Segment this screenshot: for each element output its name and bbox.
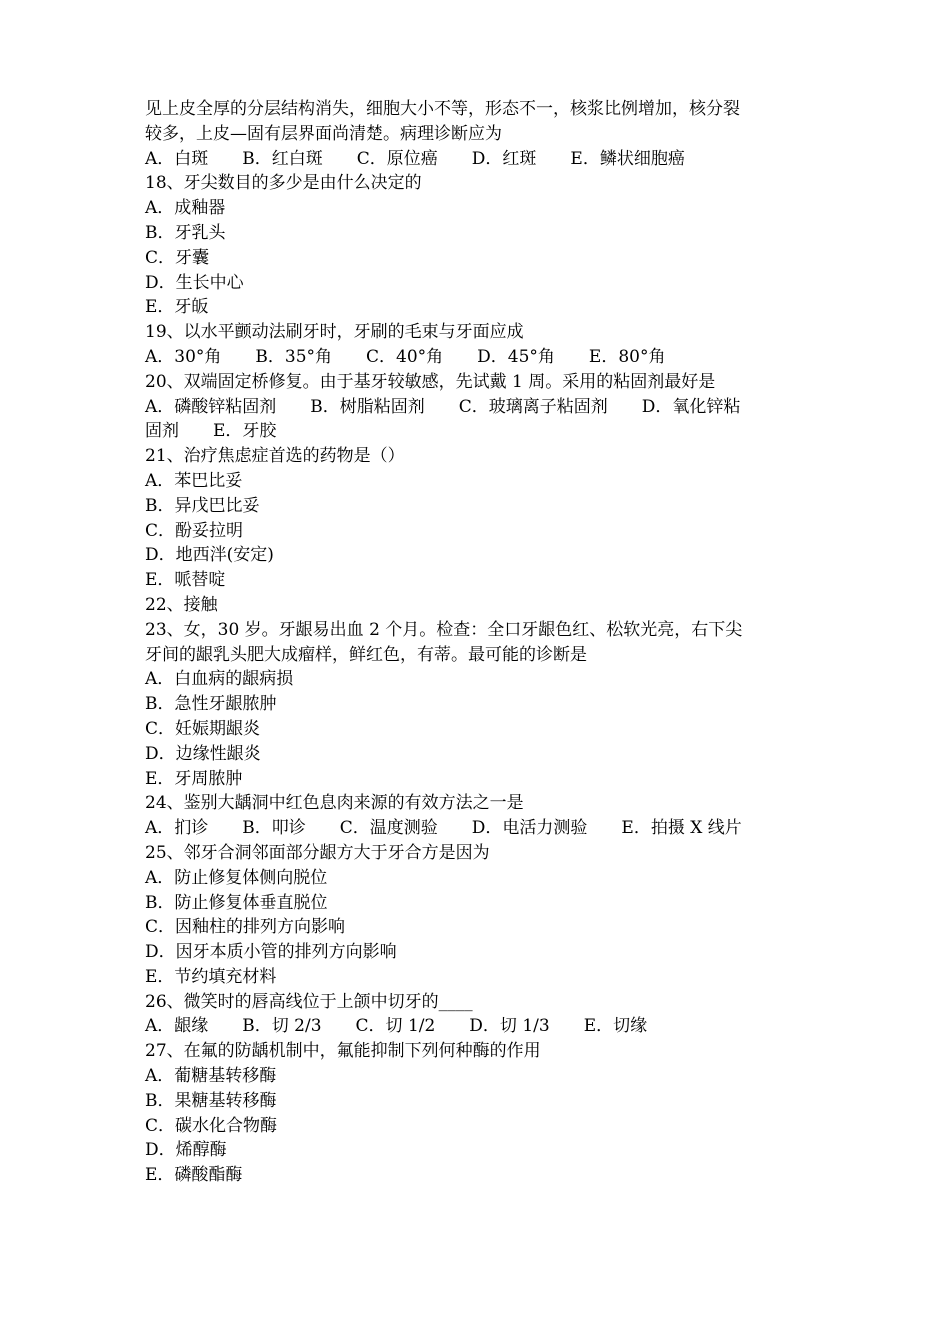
text-line: C．牙囊 <box>145 247 210 268</box>
text-line: D．生长中心 <box>145 272 244 293</box>
text-line: 19、以水平颤动法刷牙时，牙刷的毛束与牙面应成 <box>145 322 524 343</box>
text-line: C．因釉柱的排列方向影响 <box>145 917 346 938</box>
text-line: E．牙皈 <box>145 297 209 318</box>
text-line: B．果糖基转移酶 <box>145 1090 277 1111</box>
text-line: D．边缘性龈炎 <box>145 743 261 764</box>
text-line: A．防止修复体侧向脱位 <box>145 867 328 888</box>
question-text <box>145 97 825 1188</box>
text-line: 20、双端固定桥修复。由于基牙较敏感，先试戴 1 周。采用的粘固剂最好是 <box>145 371 716 392</box>
text-line: 26、微笑时的唇高线位于上颌中切牙的____ <box>145 991 473 1012</box>
text-line: 18、牙尖数目的多少是由什么决定的 <box>145 173 422 194</box>
text-line: 25、邻牙合洞邻面部分龈方大于牙合方是因为 <box>145 842 490 863</box>
text-line: B．牙乳头 <box>145 222 226 243</box>
text-line: B．异戊巴比妥 <box>145 495 260 516</box>
text-line: 21、治疗焦虑症首选的药物是（） <box>145 446 405 467</box>
text-line: A．葡糖基转移酶 <box>145 1066 277 1087</box>
text-line: B．防止修复体垂直脱位 <box>145 892 328 913</box>
text-line: C．酚妥拉明 <box>145 520 244 541</box>
text-line: A．白斑 B．红白斑 C．原位癌 D．红斑 E．鳞状细胞癌 <box>145 148 685 169</box>
text-line: 24、鉴别大龋洞中红色息肉来源的有效方法之一是 <box>145 793 524 814</box>
text-line: A．30°角 B．35°角 C．40°角 D．45°角 E．80°角 <box>145 346 666 367</box>
text-line: D．因牙本质小管的排列方向影响 <box>145 942 397 963</box>
text-line: 较多，上皮—固有层界面尚清楚。病理诊断应为 <box>145 123 502 144</box>
text-line: A．白血病的龈病损 <box>145 669 294 690</box>
text-line: A．苯巴比妥 <box>145 470 243 491</box>
text-line: A．成釉器 <box>145 198 226 219</box>
text-line: E．牙周脓肿 <box>145 768 243 789</box>
text-line: E．磷酸酯酶 <box>145 1165 243 1186</box>
text-line: E．节约填充材料 <box>145 966 277 987</box>
text-line: A．龈缘 B．切 2/3 C．切 1/2 D．切 1/3 E．切缘 <box>145 1016 648 1037</box>
text-line: 固剂 E．牙胶 <box>145 421 277 442</box>
text-line: 27、在氟的防龋机制中，氟能抑制下列何种酶的作用 <box>145 1041 541 1062</box>
text-line: C．妊娠期龈炎 <box>145 718 261 739</box>
text-line: E．哌替啶 <box>145 570 226 591</box>
text-line: 23、女，30 岁。牙龈易出血 2 个月。检查：全口牙龈色红、松软光亮，右下尖 <box>145 619 743 640</box>
text-line: 22、接触 <box>145 594 218 615</box>
text-line: A．扪诊 B．叩诊 C．温度测验 D．电活力测验 E．拍摄 X 线片 <box>145 818 742 839</box>
text-line: 见上皮全厚的分层结构消失，细胞大小不等，形态不一，核浆比例增加，核分裂 <box>145 99 740 119</box>
text-line: A．磷酸锌粘固剂 B．树脂粘固剂 C．玻璃离子粘固剂 D．氧化锌粘 <box>145 396 741 417</box>
text-line: 牙间的龈乳头肥大成瘤样，鲜红色，有蒂。最可能的诊断是 <box>145 644 587 665</box>
text-line: C．碳水化合物酶 <box>145 1115 278 1136</box>
text-line: D．地西泮(安定) <box>145 545 274 566</box>
text-line: D．烯醇酶 <box>145 1140 227 1161</box>
text-line: B．急性牙龈脓肿 <box>145 694 277 715</box>
